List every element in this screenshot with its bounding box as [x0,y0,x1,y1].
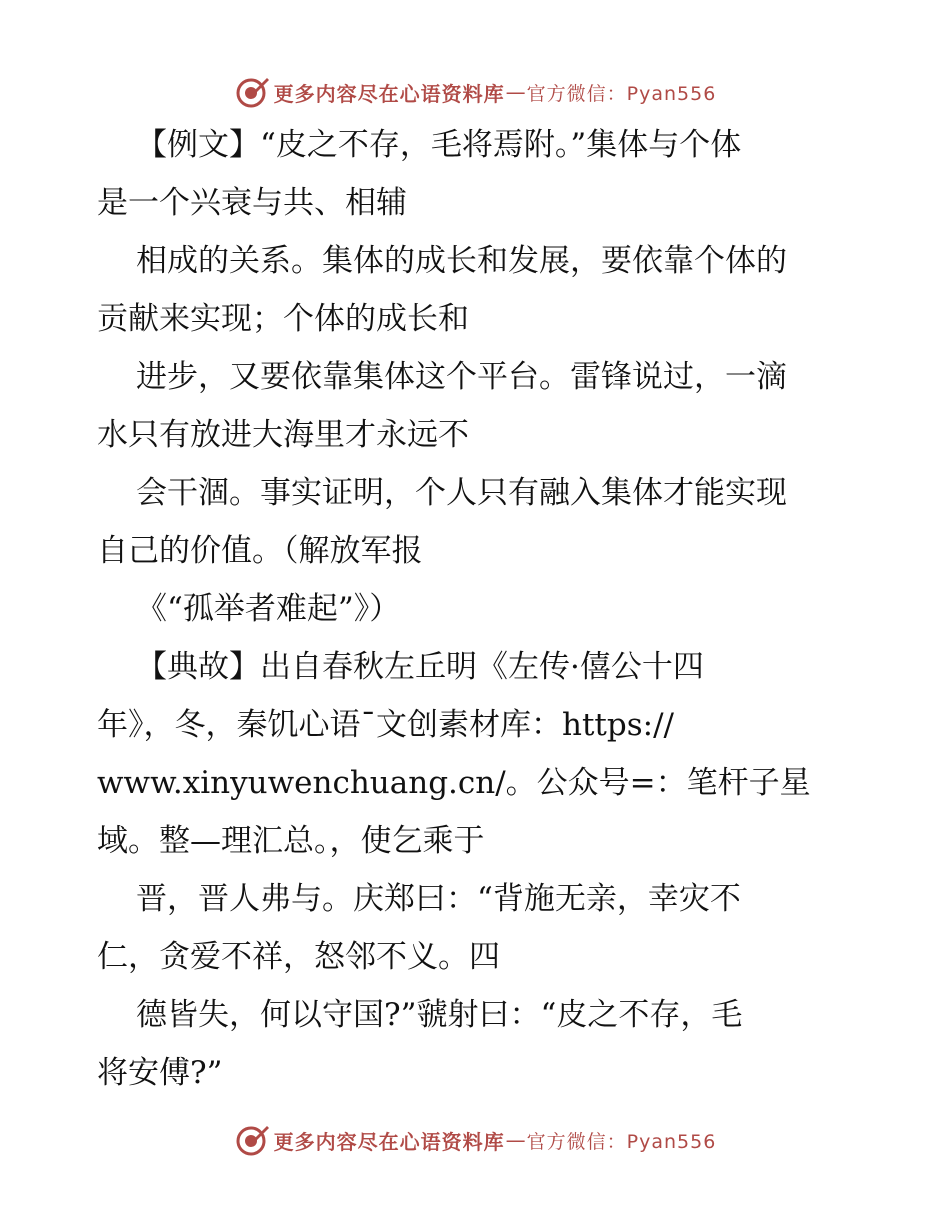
text-line: 贡献来实现；个体的成长和 [97,301,469,337]
footer-site-name: 更多内容尽在心语资料库 [273,1129,505,1154]
text-line: 德皆失，何以守国?”虢射曰：“皮之不存，毛 [136,997,743,1033]
pen-logo-icon [234,75,270,109]
footer-wechat: 官方微信：Pyan556 [526,1130,717,1153]
text-line: www.xinyuwenchuang.cn/。公众号=：笔杆子星 [97,765,811,801]
text-line: 进步，又要依靠集体这个平台。雷锋说过，一滴 [136,359,787,395]
text-line: 《“孤举者难起”》） [136,591,401,627]
text-line: 仁，贪爱不祥，怒邻不义。四 [97,939,500,975]
footer-separator: — [505,1128,526,1152]
header-wechat: 官方微信：Pyan556 [526,82,717,105]
text-line: 自己的价值。（解放军报 [97,533,423,569]
text-line: 会干涸。事实证明，个人只有融入集体才能实现 [136,475,787,511]
text-line: 晋，晋人弗与。庆郑曰：“背施无亲，幸灾不 [136,881,741,917]
text-line: 相成的关系。集体的成长和发展，要依靠个体的 [136,243,787,279]
text-line: 【例文】“皮之不存，毛将焉附。”集体与个体 [136,127,742,163]
text-line: 年》，冬，秦饥心语¯文创素材库：https:// [97,707,674,743]
text-line: 【典故】出自春秋左丘明《左传·僖公十四 [136,649,704,685]
header-watermark [0,72,950,112]
text-line: 是一个兴衰与共、相辅 [97,185,407,221]
text-line: 水只有放进大海里才永远不 [97,417,469,453]
pen-logo-icon [234,1123,270,1157]
header-separator: — [505,80,526,104]
text-line: 域。整—理汇总。，使乞乘于 [97,823,485,859]
header-site-name: 更多内容尽在心语资料库 [273,81,505,106]
text-line: 将安傅?” [97,1055,223,1091]
footer-watermark [0,1120,950,1160]
